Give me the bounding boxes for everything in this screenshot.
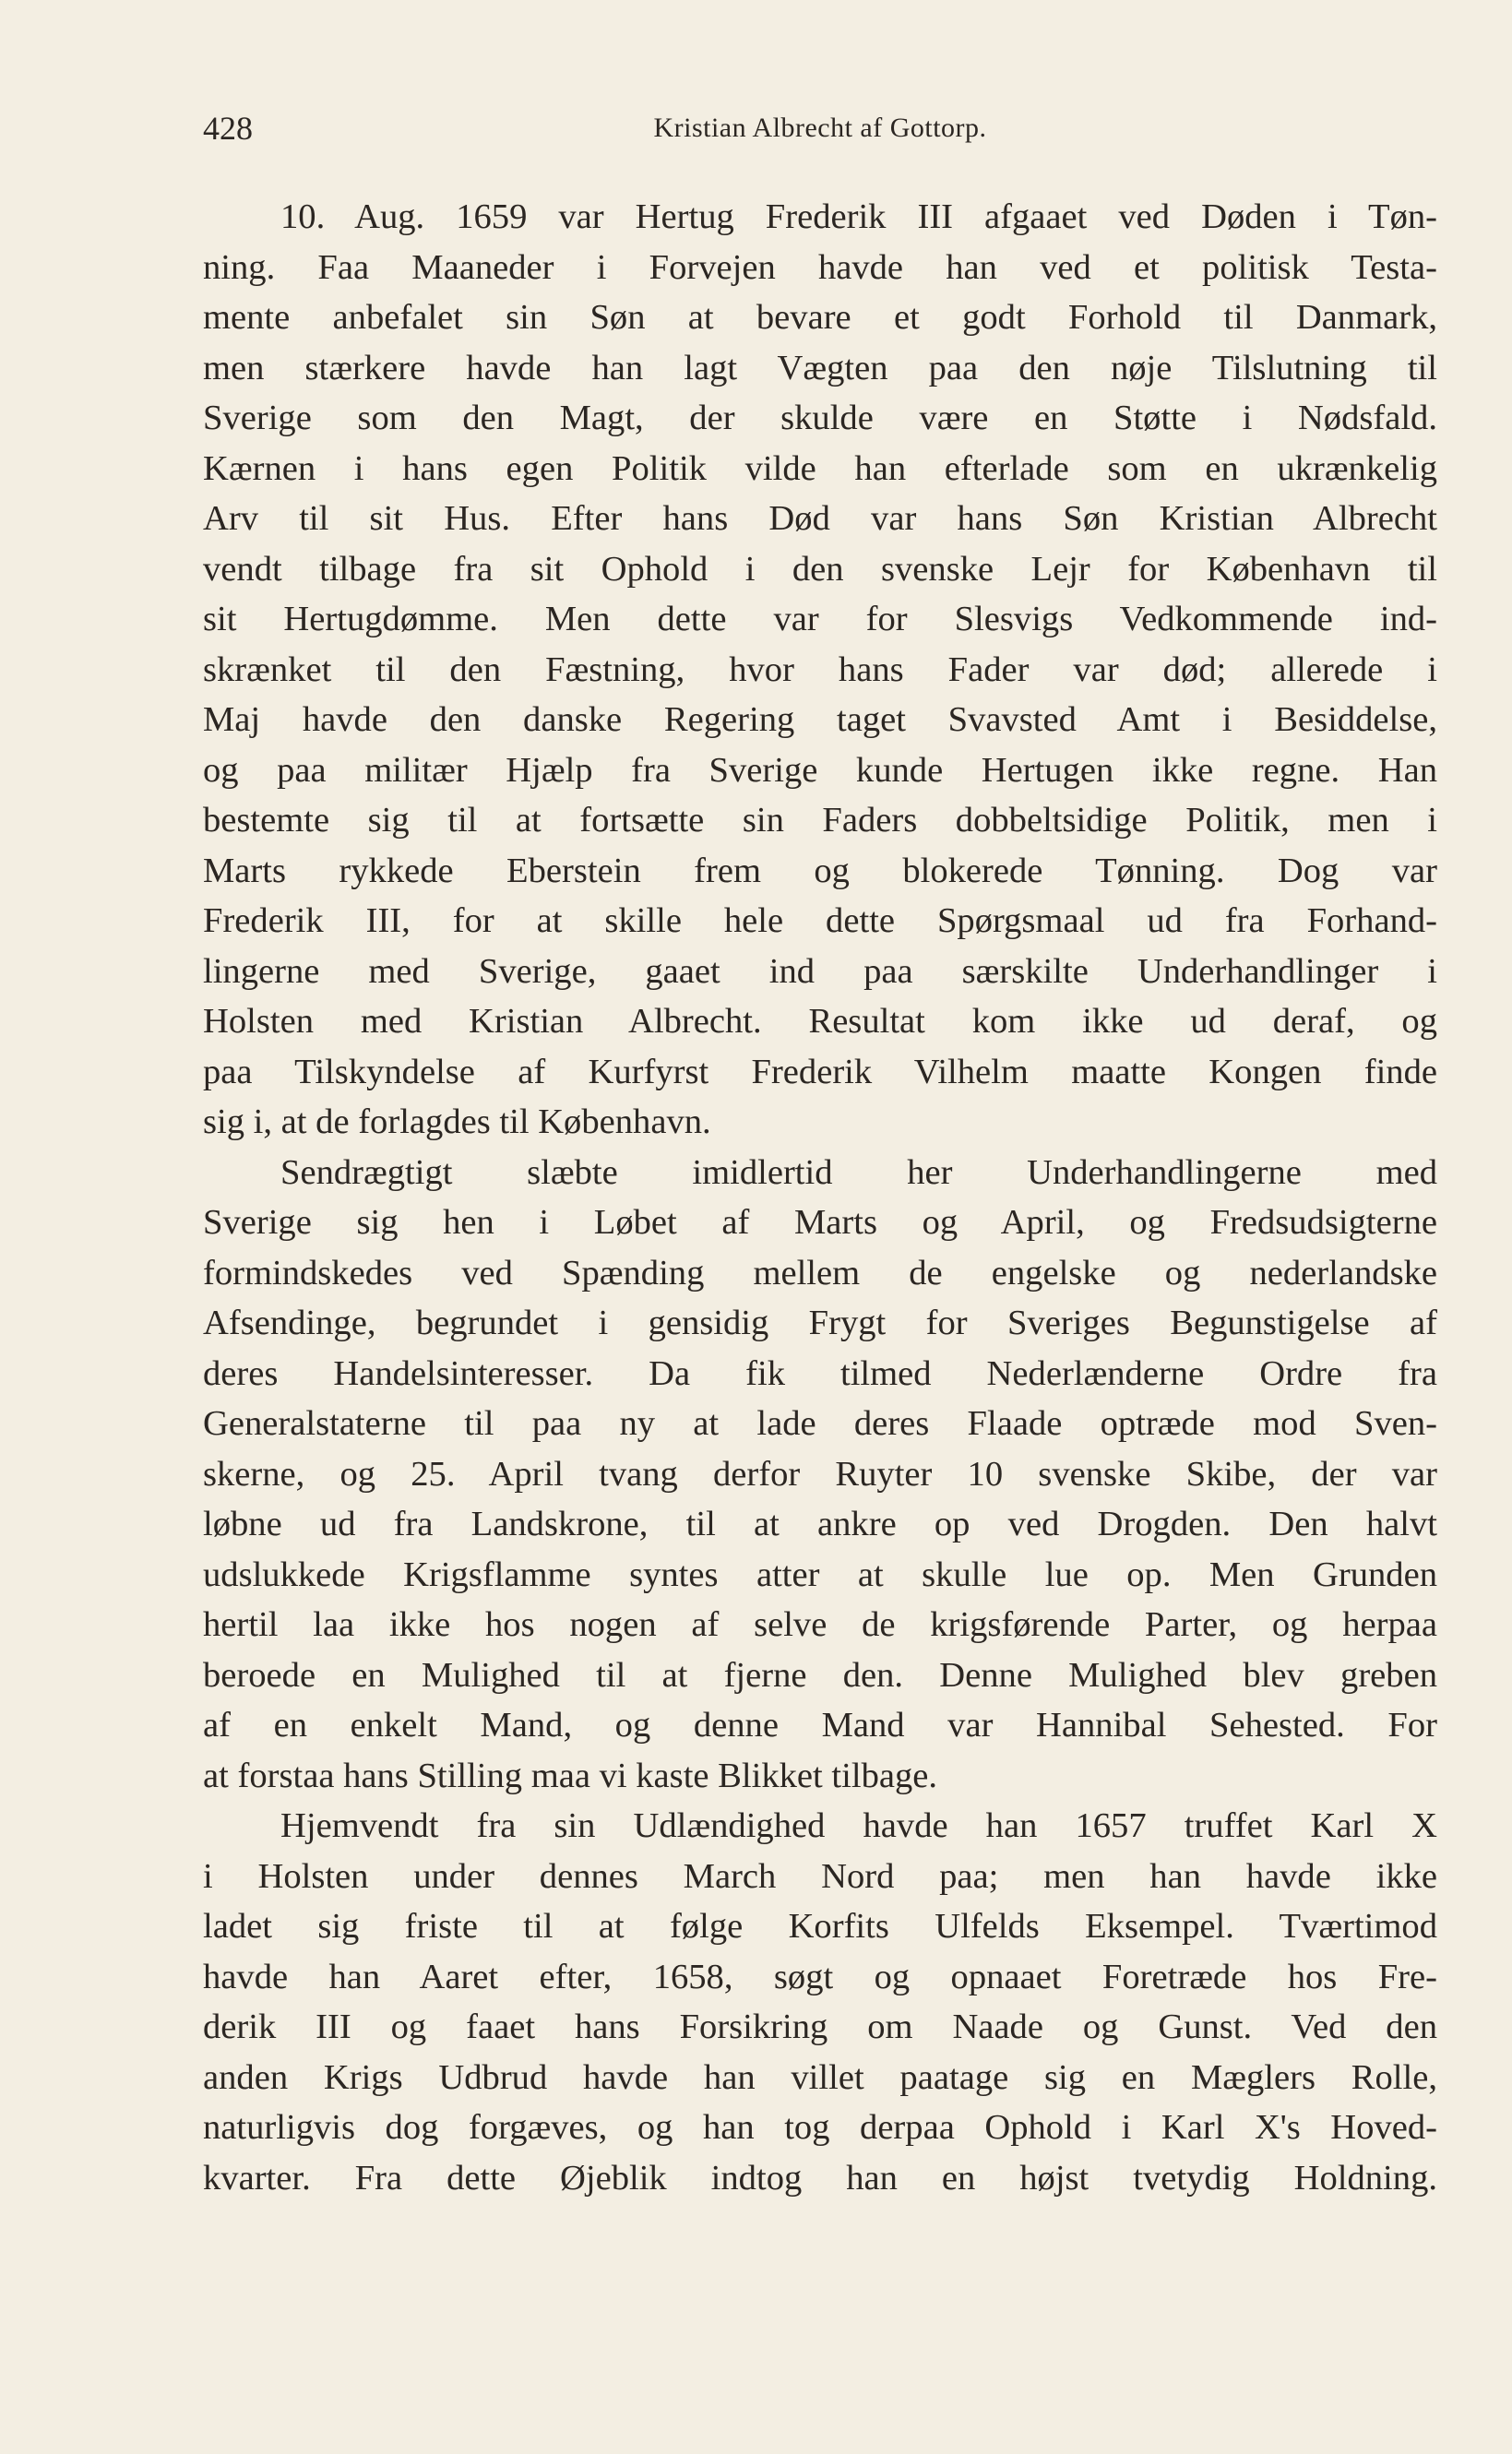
text-line: Maj havde den danske Regering taget Svavsted Amt i Besiddelse, bbox=[203, 700, 1437, 739]
text-line: kvarter. Fra dette Øjeblik indtog han en højst tvetydig Holdning. bbox=[203, 2158, 1437, 2198]
text-line: Sverige som den Magt, der skulde være en Støtte i Nødsfald. bbox=[203, 399, 1437, 437]
paragraph-3 bbox=[203, 1801, 1437, 2203]
text-line: løbne ud fra Landskrone, til at ankre op ved Drogden. Den halvt bbox=[203, 1505, 1437, 1543]
text-line: beroede en Mulighed til at fjerne den. Denne Mulighed blev greben bbox=[203, 1655, 1437, 1695]
text-line: Holsten med Kristian Albrecht. Resultat kom ikke ud deraf, og bbox=[203, 1002, 1437, 1041]
text-line: Afsendinge, begrundet i gensidig Frygt for Sveriges Begunstigelse af bbox=[203, 1304, 1437, 1342]
text-line: men stærkere havde han lagt Vægten paa den nøje Tilslutning til bbox=[203, 348, 1437, 387]
text-line: mente anbefalet sin Søn at bevare et godt Forhold til Danmark, bbox=[203, 298, 1437, 337]
text-line: anden Krigs Udbrud havde han villet paatage sig en Mæglers Rolle, bbox=[203, 2057, 1437, 2097]
text-line: Frederik III, for at skille hele dette Spørgsmaal ud fra Forhand- bbox=[203, 901, 1437, 940]
text-line: ning. Faa Maaneder i Forvejen havde han ved et politisk Testa- bbox=[203, 247, 1437, 287]
text-line: Sverige sig hen i Løbet af Marts og April, og Fredsudsigterne bbox=[203, 1203, 1437, 1242]
text-line: skerne, og 25. April tvang derfor Ruyter 10 svenske Skibe, der var bbox=[203, 1454, 1437, 1494]
page-number: 428 bbox=[203, 110, 253, 147]
body-text bbox=[203, 192, 1437, 2203]
text-line: vendt tilbage fra sit Ophold i den svenske Lejr for København til bbox=[203, 549, 1437, 589]
text-line: Kærnen i hans egen Politik vilde han efterlade som en ukrænkelig bbox=[203, 448, 1437, 488]
text-line: lingerne med Sverige, gaaet ind paa særskilte Underhandlinger i bbox=[203, 951, 1437, 991]
text-line: Hjemvendt fra sin Udlændighed havde han 1657 truffet Karl X bbox=[280, 1806, 1437, 1845]
text-line: naturligvis dog forgæves, og han tog derpaa Ophold i Karl X's Hoved- bbox=[203, 2108, 1437, 2147]
text-line: udslukkede Krigsflamme syntes atter at skulle lue op. Men Grunden bbox=[203, 1555, 1437, 1594]
text-line: formindskedes ved Spænding mellem de engelske og nederlandske bbox=[203, 1253, 1437, 1293]
paragraph-1 bbox=[203, 192, 1437, 1148]
text-line: sit Hertugdømme. Men dette var for Slesvigs Vedkommende ind- bbox=[203, 600, 1437, 638]
text-line: skrænket til den Fæstning, hvor hans Fader var død; allerede i bbox=[203, 649, 1437, 689]
text-line: bestemte sig til at fortsætte sin Faders dobbeltsidige Politik, men i bbox=[203, 801, 1437, 840]
running-head: Kristian Albrecht af Gottorp. bbox=[653, 113, 987, 143]
text-line: deres Handelsinteresser. Da fik tilmed Nederlænderne Ordre fra bbox=[203, 1353, 1437, 1393]
text-line: havde han Aaret efter, 1658, søgt og opnaaet Foretræde hos Fre- bbox=[203, 1957, 1437, 1996]
text-line: 10. Aug. 1659 var Hertug Frederik III afgaaet ved Døden i Tøn- bbox=[280, 197, 1437, 236]
page-header bbox=[203, 109, 1437, 155]
text-line: i Holsten under dennes March Nord paa; men han havde ikke bbox=[203, 1856, 1437, 1896]
text-line: hertil laa ikke hos nogen af selve de krigsførende Parter, og herpaa bbox=[203, 1605, 1437, 1644]
text-line: paa Tilskyndelse af Kurfyrst Frederik Vilhelm maatte Kongen finde bbox=[203, 1052, 1437, 1091]
text-line: Marts rykkede Eberstein frem og blokerede Tønning. Dog var bbox=[203, 851, 1437, 890]
text-line: at forstaa hans Stilling maa vi kaste Blikket tilbage. bbox=[203, 1756, 938, 1795]
text-line: af en enkelt Mand, og denne Mand var Hannibal Sehested. For bbox=[203, 1706, 1437, 1745]
text-line: Sendrægtigt slæbte imidlertid her Underhandlingerne med bbox=[280, 1152, 1437, 1192]
text-line: derik III og faaet hans Forsikring om Naade og Gunst. Ved den bbox=[203, 2007, 1437, 2046]
paragraph-2 bbox=[203, 1148, 1437, 1802]
text-line: Generalstaterne til paa ny at lade deres Flaade optræde mod Sven- bbox=[203, 1404, 1437, 1443]
text-line: og paa militær Hjælp fra Sverige kunde Hertugen ikke regne. Han bbox=[203, 750, 1437, 790]
text-line: ladet sig friste til at følge Korfits Ulfelds Eksempel. Tværtimod bbox=[203, 1907, 1437, 1946]
text-line: sig i, at de forlagdes til København. bbox=[203, 1102, 711, 1141]
text-line: Arv til sit Hus. Efter hans Død var hans Søn Kristian Albrecht bbox=[203, 499, 1437, 538]
